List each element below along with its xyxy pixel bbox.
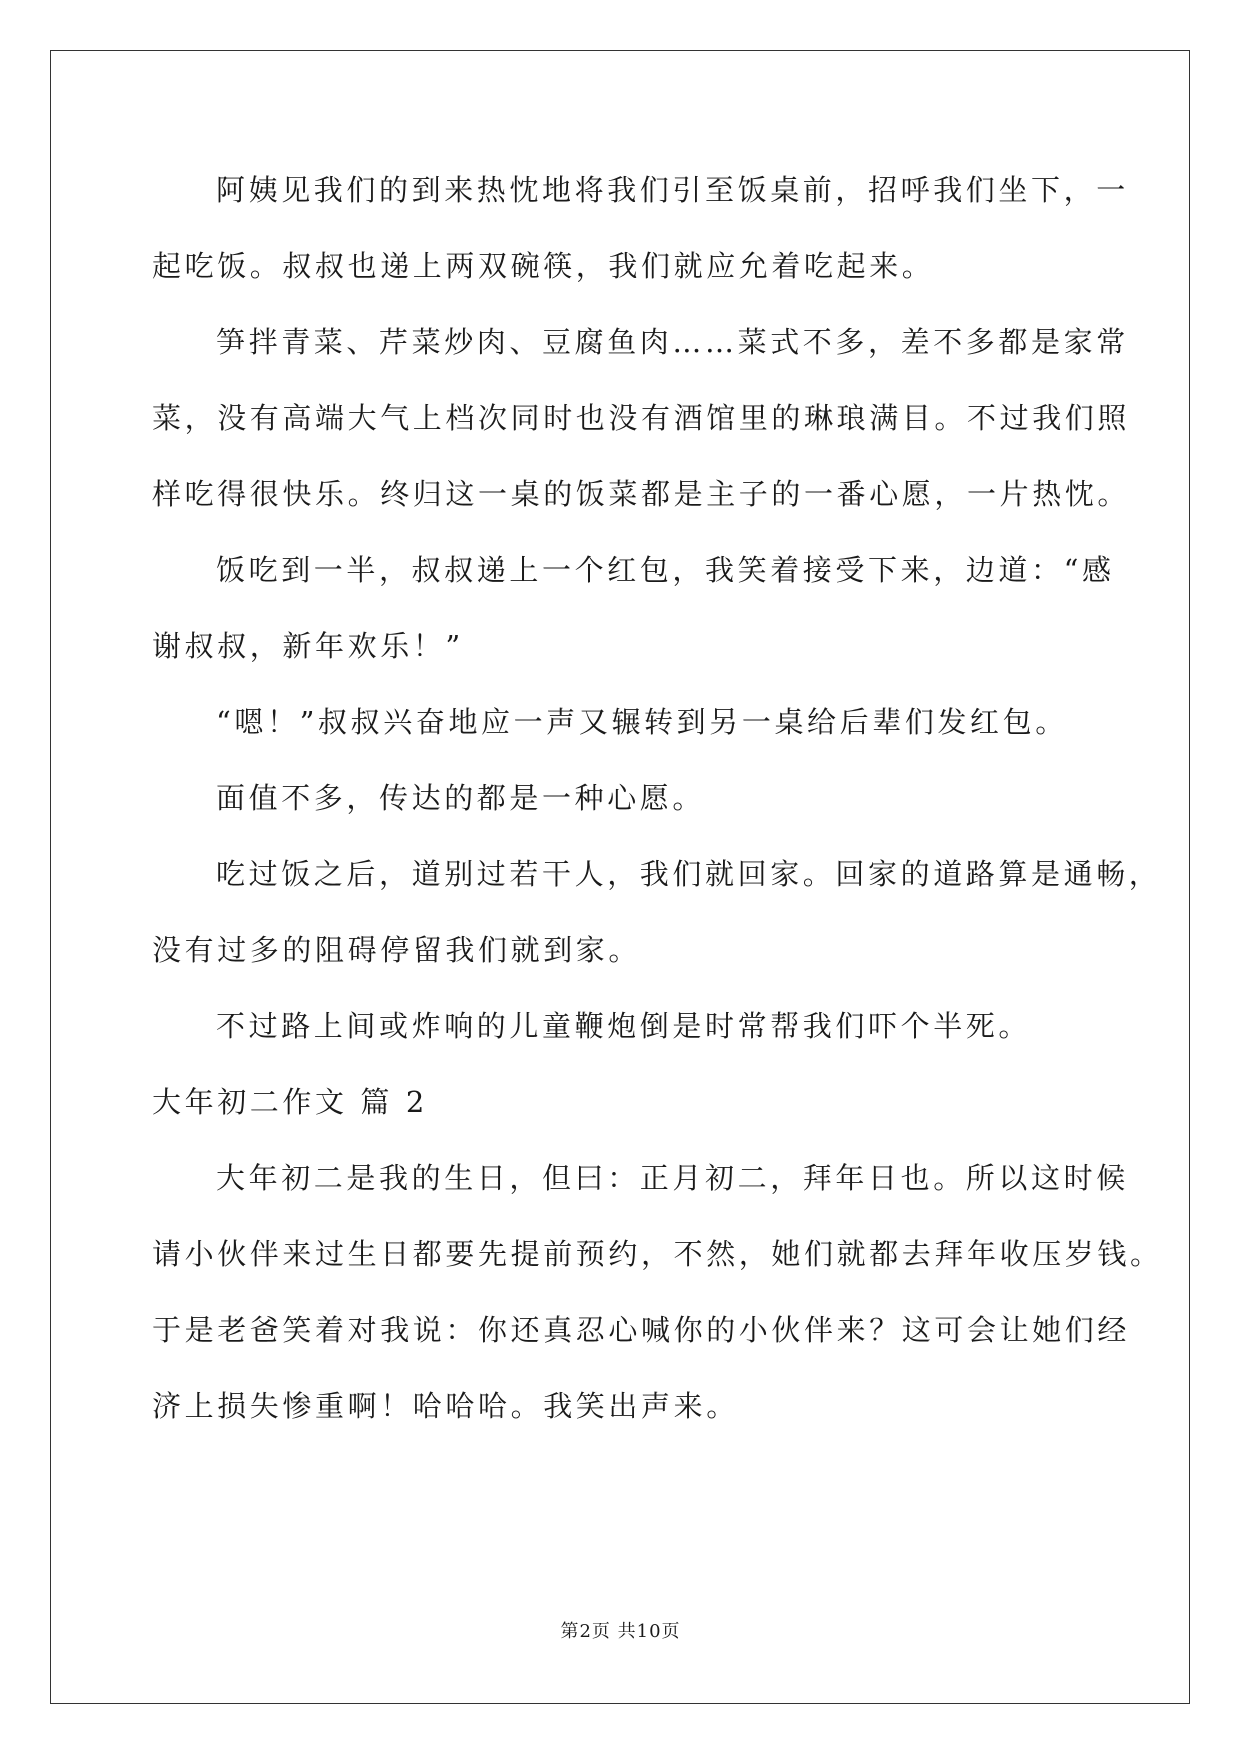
text-line: 起吃饭。叔叔也递上两双碗筷，我们就应允着吃起来。	[152, 249, 935, 283]
text-line: 笋拌青菜、芹菜炒肉、豆腐鱼肉……菜式不多，差不多都是家常	[216, 325, 1129, 359]
text-line: 不过路上间或炸响的儿童鞭炮倒是时常帮我们吓个半死。	[216, 1009, 1032, 1043]
text-line: 大年初二是我的生日，但曰：正月初二，拜年日也。所以这时候	[216, 1161, 1129, 1195]
text-line: 样吃得很快乐。终归这一桌的饭菜都是主子的一番心愿，一片热忱。	[152, 477, 1131, 511]
text-line: 菜，没有高端大气上档次同时也没有酒馆里的琳琅满目。不过我们照	[152, 401, 1131, 435]
text-line: 阿姨见我们的到来热忱地将我们引至饭桌前，招呼我们坐下，一	[216, 173, 1129, 207]
text-line: 请小伙伴来过生日都要先提前预约，不然，她们就都去拜年收压岁钱。	[152, 1237, 1163, 1271]
text-line: 于是老爸笑着对我说：你还真忍心喊你的小伙伴来？这可会让她们经	[152, 1313, 1131, 1347]
section-heading: 大年初二作文 篇 2	[152, 1085, 428, 1119]
text-line: 面值不多，传达的都是一种心愿。	[216, 781, 706, 815]
text-line: 饭吃到一半，叔叔递上一个红包，我笑着接受下来，边道：“感	[216, 553, 1115, 587]
text-line: 吃过饭之后，道别过若干人，我们就回家。回家的道路算是通畅，	[216, 857, 1162, 891]
text-line: 谢叔叔，新年欢乐！”	[152, 629, 464, 663]
page-number: 第2页 共10页	[560, 1621, 681, 1642]
text-line: 济上损失惨重啊！哈哈哈。我笑出声来。	[152, 1389, 739, 1423]
text-line: “嗯！”叔叔兴奋地应一声又辗转到另一桌给后辈们发红包。	[216, 705, 1068, 739]
text-line: 没有过多的阻碍停留我们就到家。	[152, 933, 642, 967]
